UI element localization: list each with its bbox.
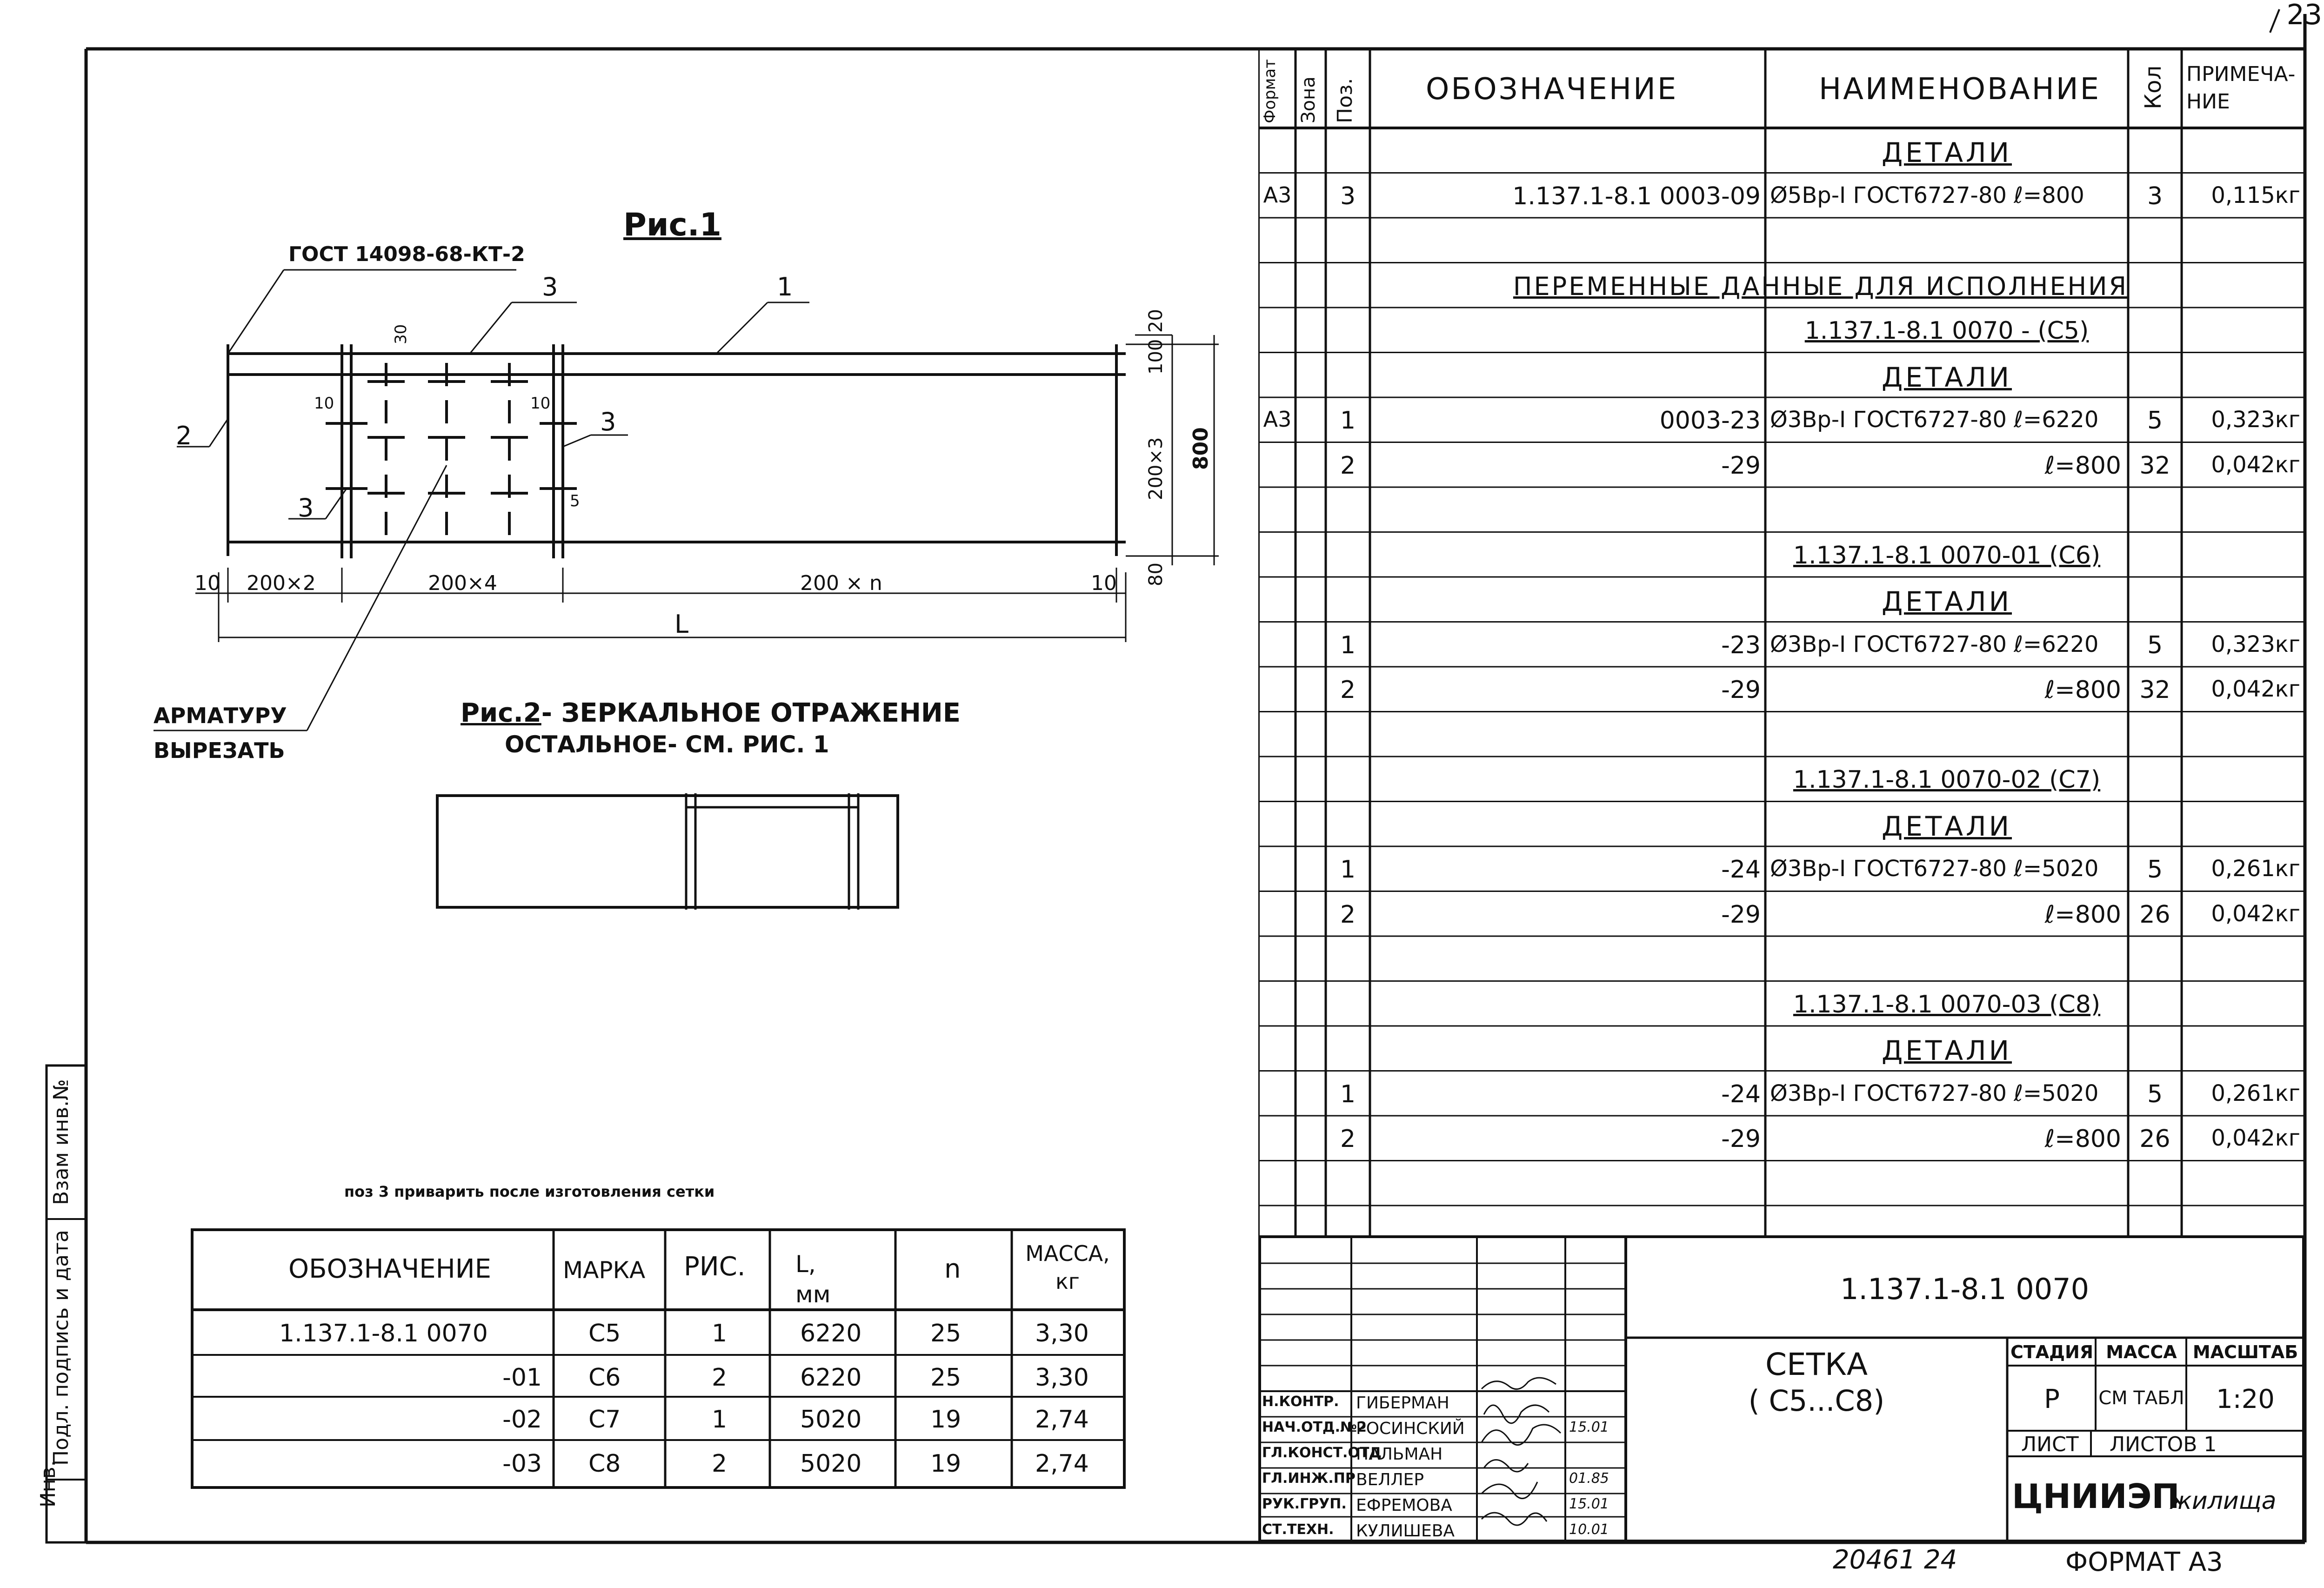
- spec-name-cell: 1.137.1-8.1 0070-02 (С7): [1793, 766, 2101, 794]
- spec-qty-cell: 32: [2139, 676, 2170, 704]
- marks-header-designation: ОБОЗНАЧЕНИЕ: [288, 1254, 492, 1284]
- spec-designation-cell: -23: [1721, 631, 1761, 659]
- spec-note-cell: 0,042кг: [2211, 451, 2300, 478]
- marks-row2-fig: 2: [712, 1364, 728, 1392]
- spec-pos-cell: 2: [1340, 900, 1356, 929]
- spec-designation-cell: -24: [1721, 856, 1761, 884]
- spec-note-cell: 0,042кг: [2211, 1125, 2300, 1151]
- dim-5: 5: [570, 492, 580, 510]
- spec-header-designation: ОБОЗНАЧЕНИЕ: [1426, 72, 1678, 107]
- spec-pos-cell: 3: [1340, 182, 1356, 210]
- spec-name-cell: Ø3Вр-I ГОСТ6727-80 ℓ=5020: [1770, 856, 2099, 882]
- page-number: 23: [2286, 0, 2322, 31]
- mass-header: МАССА: [2106, 1342, 2177, 1362]
- person-date: 10.01: [1569, 1521, 1609, 1538]
- spec-name-cell: Ø3Вр-I ГОСТ6727-80 ℓ=5020: [1770, 1080, 2099, 1106]
- spec-pos-cell: 1: [1340, 407, 1356, 435]
- marks-row1-L: 6220: [800, 1320, 862, 1347]
- scale-value: 1:20: [2216, 1384, 2275, 1414]
- dim-80: 80: [1145, 563, 1167, 586]
- dim-100: 100: [1145, 339, 1167, 375]
- fig1-title: Рис.1: [623, 207, 721, 243]
- marks-row4-fig: 2: [712, 1450, 728, 1478]
- dim-200xn: 200 × n: [800, 571, 882, 595]
- side-stamp-replace: Взам инв.№: [49, 1079, 73, 1205]
- spec-name-cell: 1.137.1-8.1 0070-03 (С8): [1793, 990, 2101, 1018]
- fig1-drawing: [0, 0, 1256, 791]
- marks-row3-fig: 1: [712, 1406, 728, 1434]
- marks-row3-mass: 2,74: [1035, 1406, 1089, 1434]
- marks-header-mass: МАССА, кг: [1025, 1241, 1110, 1294]
- marks-row2-mark: С6: [588, 1364, 621, 1392]
- marks-header-fig: РИС.: [684, 1252, 746, 1282]
- spec-name-cell: ДЕТАЛИ: [1881, 361, 2012, 393]
- dim-10-left: 10: [314, 394, 334, 413]
- gost-label: ГОСТ 14098-68-КТ-2: [288, 242, 525, 266]
- marks-row3-mark: С7: [588, 1406, 621, 1434]
- spec-note-cell: 0,042кг: [2211, 676, 2300, 702]
- dim-200x3: 200×3: [1145, 437, 1167, 500]
- spec-note-cell: 0,115кг: [2211, 182, 2300, 208]
- spec-header-zone: Зона: [1298, 76, 1319, 123]
- spec-pos-cell: 1: [1340, 1080, 1356, 1108]
- product-name-line1: СЕТКА: [1765, 1347, 1868, 1382]
- signatures: [1482, 1378, 1561, 1525]
- dim-10-bottom-right: 10: [1091, 571, 1117, 595]
- spec-name-cell: ℓ=800: [2044, 900, 2121, 929]
- spec-name-cell: Ø3Вр-I ГОСТ6727-80 ℓ=6220: [1770, 631, 2099, 657]
- spec-designation-cell: 1.137.1-8.1 0003-09: [1512, 182, 1761, 210]
- side-stamp-signature: Подл. подпись и дата: [49, 1230, 73, 1466]
- sheet-label: ЛИСТ: [2021, 1433, 2079, 1456]
- spec-pos-cell: 2: [1340, 451, 1356, 480]
- spec-designation-cell: -29: [1721, 900, 1761, 929]
- spec-name-cell: ПЕРЕМЕННЫЕ ДАННЫЕ ДЛЯ ИСПОЛНЕНИЯ: [1513, 271, 2128, 301]
- person-role: СТ.ТЕХН.: [1262, 1521, 1334, 1538]
- marks-row2-L: 6220: [800, 1364, 862, 1392]
- marks-row1-fig: 1: [712, 1320, 728, 1347]
- marks-row1-mass: 3,30: [1035, 1320, 1089, 1347]
- dim-800: 800: [1189, 427, 1213, 470]
- marks-row3-designation: -02: [502, 1406, 542, 1434]
- cut-note-line2: ВЫРЕЗАТЬ: [154, 738, 285, 763]
- callout-3-right: 3: [600, 407, 616, 436]
- spec-name-cell: ДЕТАЛИ: [1881, 1035, 2012, 1066]
- marks-row4-mark: С8: [588, 1450, 621, 1478]
- fig2-title-rest: - ЗЕРКАЛЬНОЕ ОТРАЖЕНИЕ: [541, 698, 961, 728]
- person-name: ПАЛЬМАН: [1356, 1445, 1443, 1464]
- dim-200x2: 200×2: [247, 571, 316, 595]
- org-name: ЦНИИЭП: [2012, 1477, 2180, 1516]
- spec-qty-cell: 32: [2139, 451, 2170, 480]
- spec-pos-cell: 2: [1340, 676, 1356, 704]
- marks-row2-designation: -01: [502, 1364, 542, 1392]
- fig2-title: Рис.2: [461, 698, 541, 728]
- scale-header: МАСШТАБ: [2192, 1342, 2298, 1362]
- weld-note: поз 3 приварить после изготовления сетки: [344, 1183, 715, 1200]
- marks-row1-n: 25: [930, 1320, 962, 1347]
- marks-row2-mass: 3,30: [1035, 1364, 1089, 1392]
- marks-row3-n: 19: [930, 1406, 962, 1434]
- person-role: ГЛ.КОНСТ.ОТД: [1262, 1445, 1382, 1461]
- marks-row4-n: 19: [930, 1450, 962, 1478]
- spec-name-cell: ℓ=800: [2044, 676, 2121, 704]
- marks-table: [191, 1228, 1126, 1489]
- spec-qty-cell: 5: [2147, 407, 2163, 435]
- spec-qty-cell: 5: [2147, 631, 2163, 659]
- spec-name-cell: 1.137.1-8.1 0070-01 (С6): [1793, 541, 2101, 570]
- spec-designation-cell: -29: [1721, 451, 1761, 480]
- spec-note-cell: 0,042кг: [2211, 900, 2300, 927]
- person-date: 15.01: [1569, 1419, 1609, 1435]
- spec-note-cell: 0,261кг: [2211, 1080, 2300, 1106]
- fig2-title-line: [461, 700, 961, 726]
- spec-name-cell: ДЕТАЛИ: [1881, 810, 2012, 842]
- spec-name-cell: ДЕТАЛИ: [1881, 586, 2012, 617]
- person-name: ВЕЛЛЕР: [1356, 1470, 1424, 1489]
- dim-10-right: 10: [530, 394, 551, 413]
- spec-qty-cell: 5: [2147, 1080, 2163, 1108]
- spec-name-cell: 1.137.1-8.1 0070 - (С5): [1804, 317, 2089, 345]
- spec-name-cell: ℓ=800: [2044, 451, 2121, 480]
- org-suffix: жилища: [2170, 1487, 2277, 1515]
- specification-table: [1258, 49, 2305, 1235]
- person-name: КУЛИШЕВА: [1356, 1521, 1455, 1541]
- person-role: ГЛ.ИНЖ.ПР: [1262, 1470, 1356, 1487]
- archive-number: 20461 24: [1833, 1545, 1957, 1575]
- format-label: ФОРМАТ А3: [2065, 1547, 2223, 1577]
- spec-qty-cell: 5: [2147, 856, 2163, 884]
- spec-qty-cell: 26: [2139, 900, 2170, 929]
- marks-row4-designation: -03: [502, 1450, 542, 1478]
- sheets-label: ЛИСТОВ 1: [2110, 1433, 2217, 1456]
- person-role: РУК.ГРУП.: [1262, 1496, 1347, 1512]
- spec-name-cell: ℓ=800: [2044, 1125, 2121, 1153]
- spec-pos-cell: 1: [1340, 631, 1356, 659]
- spec-name-cell: ДЕТАЛИ: [1881, 137, 2012, 168]
- callout-2: 2: [176, 421, 192, 450]
- spec-pos-cell: 1: [1340, 856, 1356, 884]
- marks-header-L: L, мм: [795, 1251, 831, 1308]
- person-name: РОСИНСКИЙ: [1356, 1419, 1465, 1438]
- title-block: [1258, 1235, 2305, 1542]
- spec-designation-cell: -29: [1721, 676, 1761, 704]
- spec-designation-cell: -29: [1721, 1125, 1761, 1153]
- dim-L: L: [674, 610, 689, 639]
- spec-header-note: ПРИМЕЧА-НИЕ: [2186, 62, 2296, 114]
- spec-name-cell: Ø3Вр-I ГОСТ6727-80 ℓ=6220: [1770, 407, 2099, 433]
- marks-row3-L: 5020: [800, 1406, 862, 1434]
- callout-3-top: 3: [542, 272, 558, 302]
- person-name: ЕФРЕМОВА: [1356, 1496, 1452, 1515]
- spec-qty-cell: 26: [2139, 1125, 2170, 1153]
- marks-row2-n: 25: [930, 1364, 962, 1392]
- spec-header-name: НАИМЕНОВАНИЕ: [1819, 72, 2101, 107]
- person-date: 15.01: [1569, 1496, 1609, 1512]
- person-date: 01.85: [1569, 1470, 1609, 1487]
- dim-20: 20: [1145, 309, 1167, 333]
- stage-header: СТАДИЯ: [2010, 1342, 2094, 1362]
- spec-format-cell: А3: [1263, 407, 1292, 432]
- spec-note-cell: 0,261кг: [2211, 856, 2300, 882]
- spec-header-format: Формат: [1261, 59, 1279, 123]
- marks-header-n: n: [944, 1254, 961, 1284]
- mass-value: СМ ТАБЛ: [2098, 1387, 2184, 1409]
- person-role: Н.КОНТР.: [1262, 1394, 1339, 1410]
- fig2-drawing: [433, 786, 907, 917]
- spec-note-cell: 0,323кг: [2211, 407, 2300, 433]
- spec-format-cell: А3: [1263, 182, 1292, 208]
- spec-note-cell: 0,323кг: [2211, 631, 2300, 657]
- product-name-line2: ( С5...С8): [1748, 1384, 1885, 1418]
- dim-30: 30: [392, 324, 410, 344]
- cut-note-line1: АРМАТУРУ: [154, 703, 287, 728]
- callout-1: 1: [777, 272, 793, 302]
- stage-value: Р: [2044, 1384, 2060, 1414]
- spec-designation-cell: 0003-23: [1659, 407, 1761, 435]
- spec-designation-cell: -24: [1721, 1080, 1761, 1108]
- spec-pos-cell: 2: [1340, 1125, 1356, 1153]
- spec-header-qty: Кол: [2140, 65, 2166, 109]
- spec-qty-cell: 3: [2147, 182, 2163, 210]
- spec-name-cell: Ø5Вр-I ГОСТ6727-80 ℓ=800: [1770, 182, 2084, 208]
- marks-row4-mass: 2,74: [1035, 1450, 1089, 1478]
- marks-row1-mark: С5: [588, 1320, 621, 1347]
- spec-header-pos: Поз.: [1333, 78, 1357, 123]
- fig2-subtitle: ОСТАЛЬНОЕ- СМ. РИС. 1: [505, 731, 829, 758]
- callout-3-left: 3: [298, 493, 314, 523]
- marks-row4-L: 5020: [800, 1450, 862, 1478]
- side-stamp-inv: Инв.: [36, 1460, 60, 1508]
- marks-row1-designation: 1.137.1-8.1 0070: [279, 1320, 488, 1347]
- doc-code: 1.137.1-8.1 0070: [1840, 1272, 2090, 1306]
- dim-10-bottom-left: 10: [194, 571, 220, 595]
- person-role: НАЧ.ОТД.№2: [1262, 1419, 1367, 1435]
- marks-header-mark: МАРКА: [563, 1257, 646, 1284]
- person-name: ГИБЕРМАН: [1356, 1394, 1449, 1413]
- dim-200x4: 200×4: [428, 571, 497, 595]
